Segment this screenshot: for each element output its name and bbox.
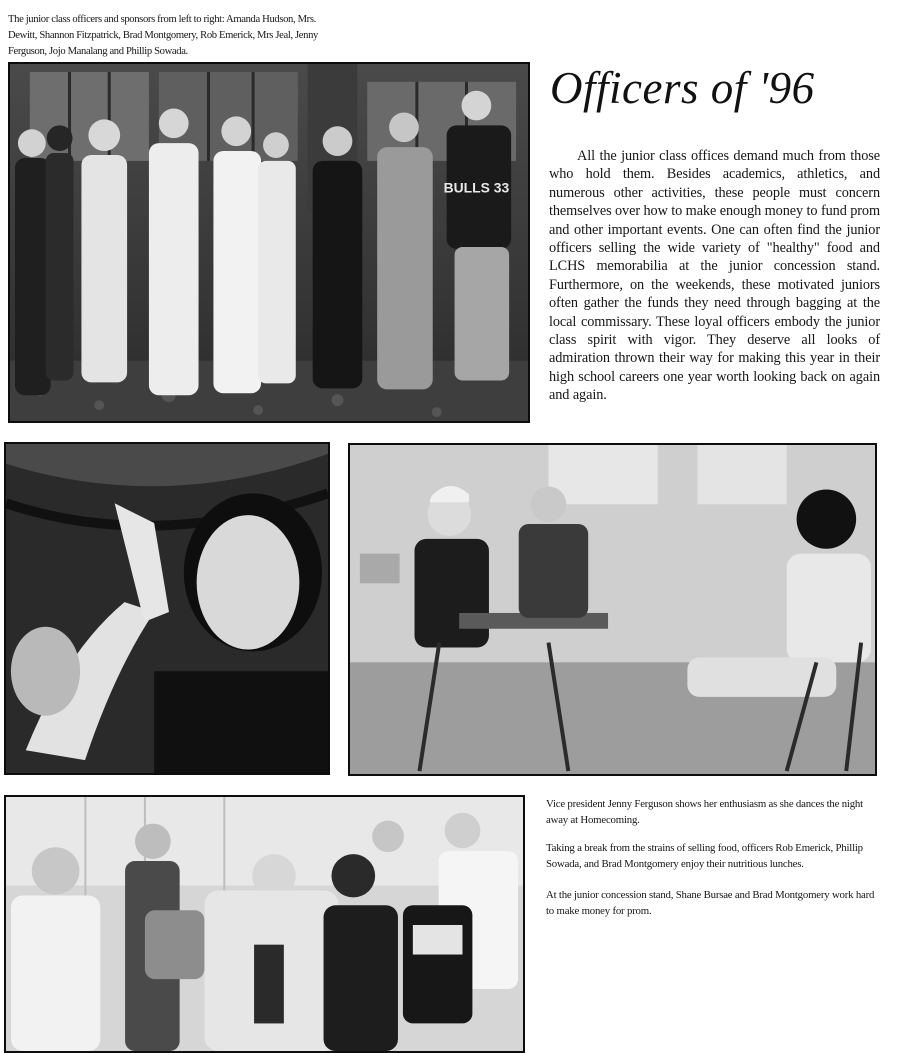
caption-concession: At the junior concession stand, Shane Bursae and Brad Montgomery work hard to make money for prom. [546,889,875,917]
caption-lunch: Taking a break from the strains of selling food, officers Rob Emerick, Phillip Sowada, and Brad Montgomery enjoy their nutritious lunches. [546,842,863,870]
caption-dancing: Vice president Jenny Ferguson shows her enthusiasm as she dances the night away at Homecoming. [546,798,863,826]
group-photo-caption: The junior class officers and sponsors from left to right: Amanda Hudson, Mrs. Dewitt, Shannon Fitzpatrick, Brad Montgomery, Rob Emerick, Mrs Jeal, Jenny Ferguson, Jojo Manalang and Phillip Sowada. [8,14,319,57]
concession-photo [4,795,525,1053]
group-photo [8,62,530,423]
lunch-photo [348,443,877,776]
page-title: Officers of '96 [550,63,815,113]
jersey-text: BULLS 33 [443,179,510,196]
dancing-photo [4,442,330,775]
article-body: All the junior class offices demand much from those who hold them. Besides academics, athletics, and numerous other activities, these people must concern themselves over how to make enough money to fund prom and other important events. One can often find the junior officers selling the wide variety of "healthy" food and LCHS memorabilia at the junior concession stand. Furthermore, on the weekends, these motivated juniors often gather the funds they need through bagging at the local commissary. These loyal officers embody the junior class spirit with vigor. They deserve all looks of admiration thrown their way for making this year in their high school careers one year worth looking back on again and again. [549,148,881,404]
